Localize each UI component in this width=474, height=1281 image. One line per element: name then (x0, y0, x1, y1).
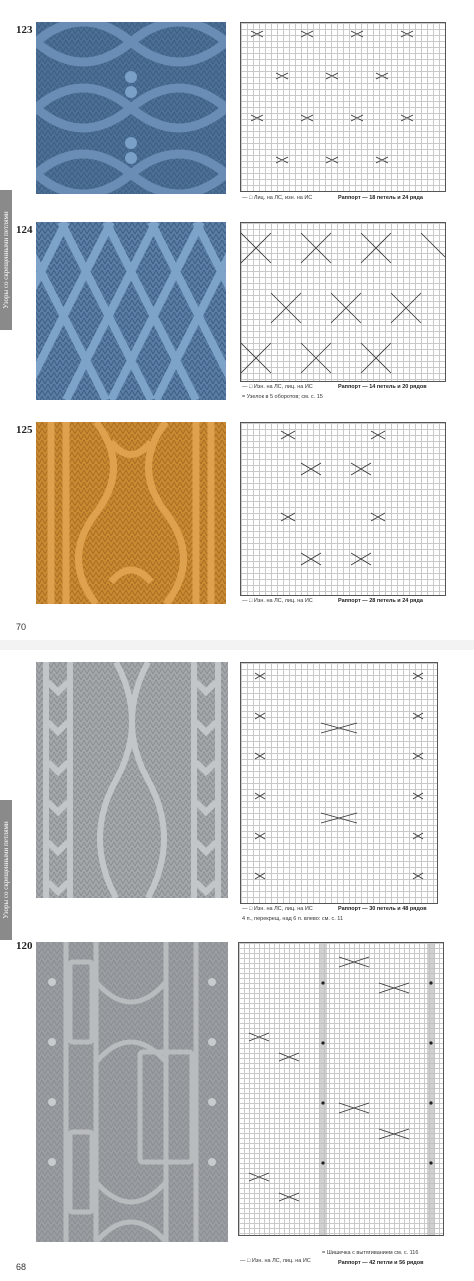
rapport-label: Раппорт — 14 петель и 20 рядов (338, 384, 427, 390)
cable-texture (36, 22, 226, 194)
knitting-chart (240, 222, 446, 382)
symbol-note: = Узелок в 5 оборотов; см. с. 15 (242, 394, 323, 400)
side-chapter-tab (0, 190, 12, 330)
knit-photo-blue-cable (36, 22, 226, 194)
grey-cable-texture (36, 662, 228, 898)
rapport-label: Раппорт — 28 петель и 24 ряда (338, 598, 423, 604)
knit-photo-orange-cable (36, 422, 226, 604)
knitting-chart (240, 422, 446, 596)
knit-photo-blue-lattice (36, 222, 226, 400)
chart-symbols (241, 663, 437, 903)
rapport-label: Раппорт — 42 петли и 56 рядов (338, 1260, 424, 1266)
chart-symbols (241, 23, 445, 191)
legend-text: — □ Лиц. на ЛС, изн. на ИС (242, 195, 313, 201)
chart-symbols (241, 423, 445, 595)
lattice-texture (36, 222, 226, 400)
side-chapter-tab-text: Узоры со скрещенными петлями (2, 821, 10, 919)
chart-legend (242, 195, 312, 201)
chart-legend (242, 906, 313, 912)
legend-text: — □ Изн. на ЛС, лиц. на ИС (242, 906, 313, 912)
chart-legend (242, 598, 313, 604)
pattern-number: 125 (16, 424, 33, 436)
knitting-chart (240, 22, 446, 192)
knit-photo-grey-cable (36, 662, 228, 898)
book-page-70 (0, 0, 474, 640)
rapport-label: Раппорт — 30 петель и 48 рядов (338, 906, 427, 912)
knitting-chart (238, 942, 444, 1236)
page-separator (0, 640, 474, 650)
chart-symbols (239, 943, 443, 1235)
symbol-note: 4 п., перекрещ. над 6 п. влево: см. с. 11 (242, 916, 344, 922)
rapport-label: Раппорт — 18 петель и 24 ряда (338, 195, 423, 201)
legend-text: — □ Изн. на ЛС, лиц. на ИС (242, 384, 313, 390)
pattern-number: 123 (16, 24, 33, 36)
chart-symbols (241, 223, 445, 381)
symbol-note: = Шишечка с вытягиванием см. с. 116 (322, 1250, 419, 1256)
grey-panels-texture (36, 942, 228, 1242)
book-page-68 (0, 650, 474, 1281)
page-number: 68 (16, 1262, 27, 1272)
pattern-number: 124 (16, 224, 33, 236)
legend-text: — □ Изн. на ЛС, лиц. на ИС (240, 1258, 311, 1264)
chart-legend (240, 1258, 311, 1264)
chart-legend (242, 384, 313, 390)
page-number: 70 (16, 622, 27, 632)
orange-cable-texture (36, 422, 226, 604)
knit-photo-grey-panels (36, 942, 228, 1242)
knitting-chart (240, 662, 438, 904)
side-chapter-tab (0, 800, 12, 940)
legend-text: — □ Изн. на ЛС, лиц. на ИС (242, 598, 313, 604)
pattern-number: 120 (16, 940, 33, 952)
side-chapter-tab-text: Узоры со скрещенными петлями (2, 211, 10, 309)
